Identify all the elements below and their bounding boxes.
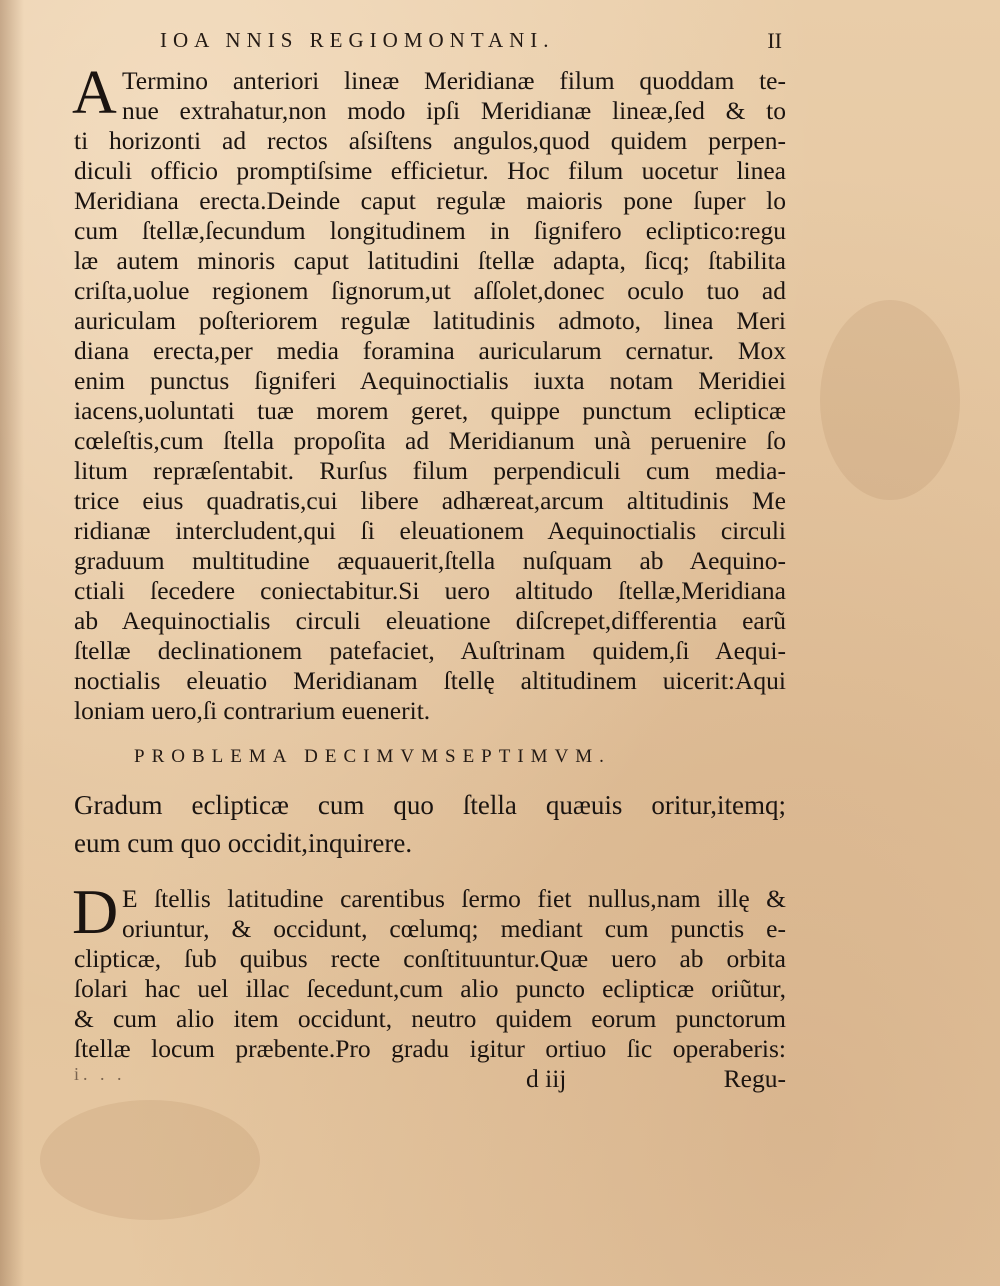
page-footer bbox=[74, 1064, 786, 1096]
signature-mark: d iij bbox=[526, 1064, 567, 1093]
dropcap-a: A bbox=[72, 59, 117, 127]
folio-number: II bbox=[767, 28, 782, 53]
text-line: iacens,uoluntati tuæ morem geret, quippe punctum eclipticæ bbox=[74, 396, 786, 425]
text-line: noctialis eleuatio Meridianam ſtellę altitudinem uicerit:Aqui bbox=[74, 666, 786, 695]
text-line: trice eius quadratis,cui libere adhæreat,arcum altitudinis Me bbox=[74, 486, 786, 515]
text-line: diana erecta,per media foramina auricularum cernatur. Mox bbox=[74, 336, 786, 365]
text-line: auriculam poſteriorem regulæ latitudinis admoto, linea Meri bbox=[74, 306, 786, 335]
text-line: ctiali ſecedere coniectabitur.Si uero altitudo ſtellæ,Meridiana bbox=[74, 576, 786, 605]
title-line: eum cum quo occidit,inquirere. bbox=[74, 828, 413, 858]
text-line: ti horizonti ad rectos aſsiſtens angulos,quod quidem perpen- bbox=[74, 126, 786, 155]
text-line: ab Aequinoctialis circuli eleuatione diſcrepet,differentia earũ bbox=[74, 606, 786, 635]
text-line: ridianæ intercludent,qui ſi eleuationem Aequinoctialis circuli bbox=[74, 516, 786, 545]
paragraph-1 bbox=[74, 66, 786, 726]
text-line: nue extrahatur,non modo ipſi Meridianæ lineæ,ſed & to bbox=[122, 96, 786, 125]
gutter-shadow bbox=[0, 0, 24, 1286]
problem-title bbox=[74, 786, 786, 862]
text-line: ſolari hac uel illac ſecedunt,cum alio puncto eclipticæ oriũtur, bbox=[74, 974, 786, 1003]
text-line: & cum alio item occidunt, neutro quidem eorum punctorum bbox=[74, 1004, 786, 1033]
paper-stain bbox=[40, 1100, 260, 1220]
text-line: enim punctus ſigniferi Aequinoctialis iuxta notam Meridiei bbox=[74, 366, 786, 395]
text-line: E ſtellis latitudine carentibus ſermo fiet nullus,nam illę & bbox=[122, 884, 786, 913]
text-line: graduum multitudine æquauerit,ſtella nuſquam ab Aequino- bbox=[74, 546, 786, 575]
text-line: ſtellæ locum præbente.Pro gradu igitur ortiuo ſic operaberis: bbox=[74, 1034, 786, 1063]
text-line: Meridiana erecta.Deinde caput regulæ maioris pone ſuper lo bbox=[74, 186, 786, 215]
text-line: læ autem minoris caput latitudini ſtellæ adapta, ſicq; ſtabilita bbox=[74, 246, 786, 275]
faint-mark: i. . . bbox=[74, 1064, 126, 1084]
dropcap-d: D bbox=[72, 876, 119, 947]
text-line: criſta,uolue regionem ſignorum,ut aſſolet,donec oculo tuo ad bbox=[74, 276, 786, 305]
text-line: clipticæ, ſub quibus recte conſtituuntur.Quæ uero ab orbita bbox=[74, 944, 786, 973]
text-line: oriuntur, & occidunt, cœlumq; mediant cum punctis e- bbox=[122, 914, 786, 943]
text-line: litum repræſentabit. Rurſus filum perpendiculi cum media- bbox=[74, 456, 786, 485]
title-line: Gradum eclipticæ cum quo ſtella quæuis oritur,itemq; bbox=[74, 790, 786, 820]
catchword: Regu- bbox=[723, 1064, 786, 1093]
text-line: Termino anteriori lineæ Meridianæ filum quoddam te- bbox=[122, 66, 786, 95]
text-line: ſtellæ declinationem patefaciet, Auſtrinam quidem,ſi Aequi- bbox=[74, 636, 786, 665]
text-line: diculi officio promptiſsime efficietur. Hoc filum uocetur linea bbox=[74, 156, 786, 185]
text-line: cum ſtellæ,ſecundum longitudinem in ſignifero ecliptico:regu bbox=[74, 216, 786, 245]
running-head: IOA NNIS REGIOMONTANI. bbox=[160, 28, 555, 52]
text-line: loniam uero,ſi contrarium euenerit. bbox=[74, 696, 431, 725]
text-line: cœleſtis,cum ſtella propoſita ad Meridianum unà peruenire ſo bbox=[74, 426, 786, 455]
paragraph-2 bbox=[74, 884, 786, 1064]
problem-heading: PROBLEMA DECIMVMSEPTIMVM. bbox=[134, 746, 611, 767]
paper-stain bbox=[820, 300, 960, 500]
